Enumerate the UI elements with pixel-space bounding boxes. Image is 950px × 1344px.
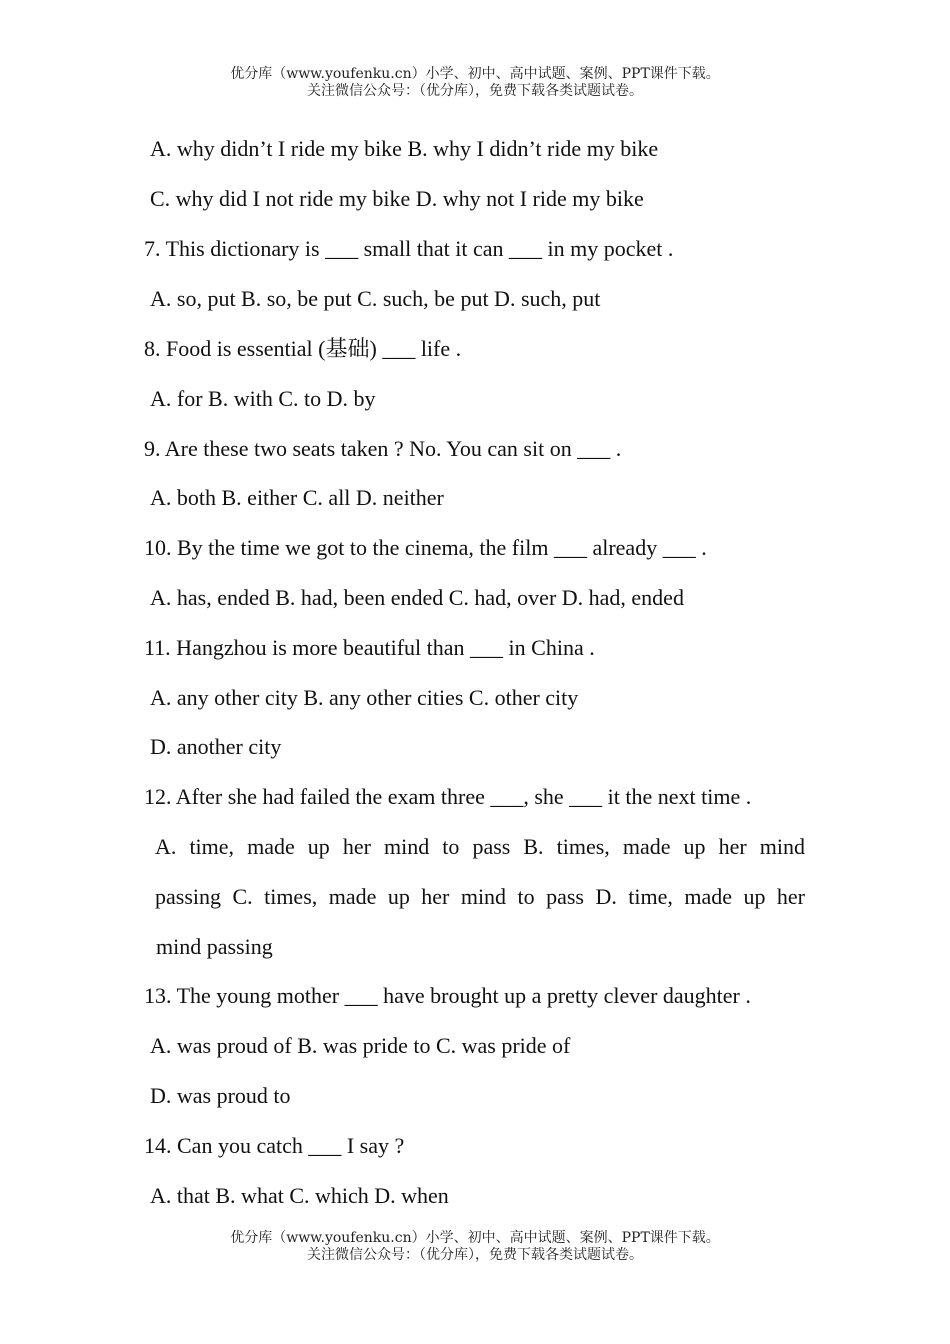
word: mind	[383, 834, 430, 859]
word: made	[328, 884, 377, 909]
word: passing	[155, 884, 221, 909]
q12-options-line-2	[155, 884, 805, 910]
q6-options-line-1: A. why didn’t I ride my bike B. why I didn’t ride my bike	[150, 136, 659, 161]
question-12: 12. After she had failed the exam three ___, she ___ it the next time .	[144, 784, 752, 809]
word: up	[743, 884, 766, 909]
word: her	[718, 834, 747, 859]
word: mind	[460, 884, 507, 909]
q12-options-line-1	[155, 834, 805, 860]
q7-options: A. so, put B. so, be put C. such, be put D. such, put	[150, 286, 601, 311]
word: D.	[595, 884, 617, 909]
page-header	[0, 66, 950, 100]
q8-options: A. for B. with C. to D. by	[150, 386, 376, 411]
header-line-1: 优分库（www.youfenku.cn）小学、初中、高中试题、案例、PPT课件下载。	[230, 66, 720, 82]
question-9: 9. Are these two seats taken ? No. You can sit on ___ .	[144, 436, 622, 461]
word: her	[776, 884, 805, 909]
question-8: 8. Food is essential (基础) ___ life .	[144, 336, 462, 361]
question-13: 13. The young mother ___ have brought up a pretty clever daughter .	[144, 983, 751, 1008]
word: to	[442, 834, 460, 859]
word: time,	[189, 834, 235, 859]
q9-options: A. both B. either C. all D. neither	[150, 485, 444, 510]
q12-options-line-3: mind passing	[156, 934, 273, 959]
word: made	[684, 884, 732, 909]
q6-options-line-2: C. why did I not ride my bike D. why not I ride my bike	[150, 186, 644, 211]
q10-options: A. has, ended B. had, been ended C. had, over D. had, ended	[150, 585, 684, 610]
word: A.	[155, 834, 177, 859]
q13-options-line-2: D. was proud to	[150, 1083, 291, 1108]
word: pass	[472, 834, 511, 859]
word: up	[307, 834, 330, 859]
question-10: 10. By the time we got to the cinema, the film ___ already ___ .	[144, 535, 707, 560]
word: made	[622, 834, 671, 859]
question-11: 11. Hangzhou is more beautiful than ___ in China .	[144, 635, 595, 660]
question-14: 14. Can you catch ___ I say ?	[144, 1133, 405, 1158]
word: time,	[628, 884, 673, 909]
q13-options-line-1: A. was proud of B. was pride to C. was pride of	[150, 1033, 571, 1058]
word: B.	[523, 834, 544, 859]
q14-options: A. that B. what C. which D. when	[150, 1183, 449, 1208]
word: her	[342, 834, 371, 859]
word: times,	[264, 884, 318, 909]
word: to	[517, 884, 535, 909]
header-line-2: 关注微信公众号：（优分库），免费下载各类试题试卷。	[307, 83, 643, 99]
justified-row	[155, 884, 805, 910]
q11-options-line-2: D. another city	[150, 734, 282, 759]
justified-row	[155, 834, 805, 860]
question-7: 7. This dictionary is ___ small that it can ___ in my pocket .	[144, 236, 674, 261]
word: up	[387, 884, 410, 909]
word: C.	[232, 884, 253, 909]
word: mind	[759, 834, 805, 859]
word: times,	[556, 834, 610, 859]
word: her	[421, 884, 450, 909]
word: up	[683, 834, 706, 859]
page-footer	[0, 1230, 950, 1264]
footer-line-2: 关注微信公众号：（优分库），免费下载各类试题试卷。	[307, 1247, 643, 1263]
word: made	[247, 834, 295, 859]
footer-line-1: 优分库（www.youfenku.cn）小学、初中、高中试题、案例、PPT课件下载。	[230, 1230, 720, 1246]
q11-options-line-1: A. any other city B. any other cities C. other city	[150, 685, 579, 710]
word: pass	[546, 884, 584, 909]
